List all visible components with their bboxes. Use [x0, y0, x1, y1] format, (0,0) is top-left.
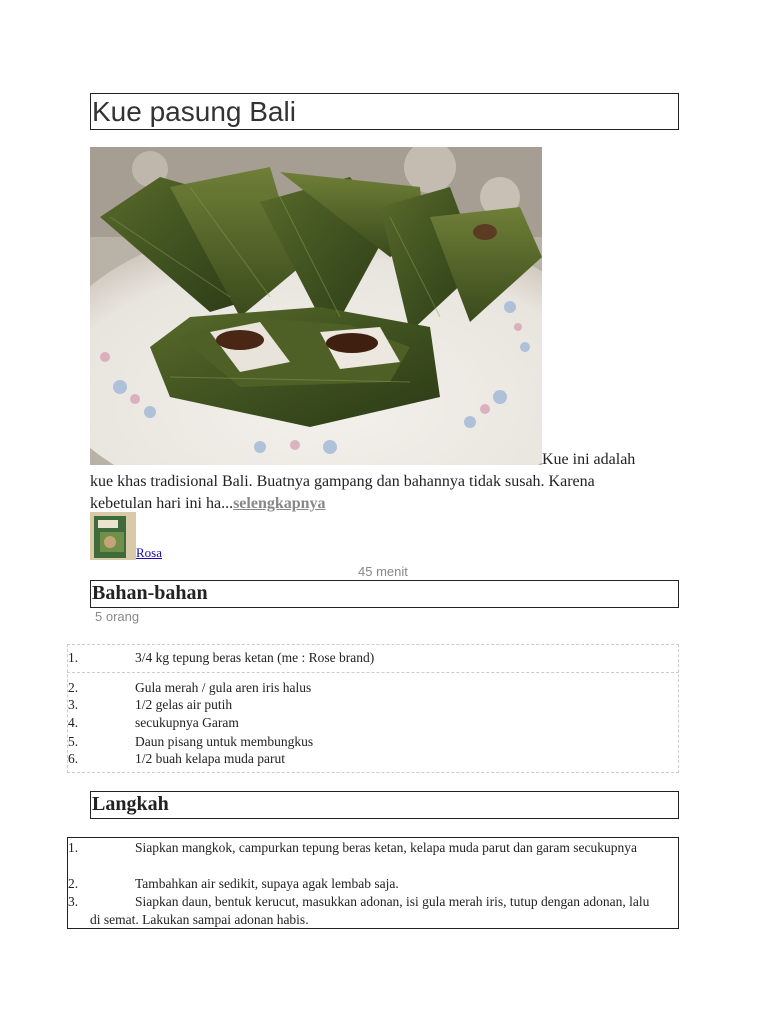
intro-text-line1: kue khas tradisional Bali. Buatnya gampang dan bahannya tidak susah. Karena — [90, 473, 595, 490]
author-avatar[interactable] — [90, 512, 136, 560]
ingredient-number: 4. — [68, 715, 79, 730]
steps-heading: Langkah — [90, 791, 679, 819]
avatar-image — [90, 512, 136, 560]
recipe-title: Kue pasung Bali — [90, 93, 679, 130]
intro-text-truncated: kebetulan hari ini ha... — [90, 495, 234, 512]
kue-pasung-image — [90, 147, 542, 465]
ingredient-text: 3/4 kg tepung beras ketan (me : Rose brand) — [135, 650, 375, 665]
recipe-photo — [90, 147, 542, 465]
ingredient-number: 5. — [68, 734, 79, 749]
ingredients-heading: Bahan-bahan — [90, 580, 679, 608]
ingredient-text: Gula merah / gula aren iris halus — [135, 680, 312, 695]
cook-time: 45 menit — [358, 564, 408, 579]
ingredient-text: 1/2 gelas air putih — [135, 697, 233, 712]
steps-list — [67, 837, 679, 929]
ingredient-text: 1/2 buah kelapa muda parut — [135, 751, 285, 766]
step-number: 3. — [68, 894, 79, 909]
ingredient-text: secukupnya Garam — [135, 715, 239, 730]
step-text: Siapkan daun, bentuk kerucut, masukkan adonan, isi gula merah iris, tutup dengan adonan, lalu di semat. Lakukan sampai adonan habis. — [90, 894, 650, 927]
ingredient-number: 2. — [68, 680, 79, 695]
servings: 5 orang — [95, 609, 140, 624]
intro-text-start: Kue ini adalah — [542, 451, 636, 468]
ingredients-divider — [67, 672, 679, 673]
author-link[interactable]: Rosa — [136, 545, 162, 560]
read-more-link[interactable]: selengkapnya — [233, 495, 326, 512]
ingredient-number: 1. — [68, 650, 79, 665]
step-text: Tambahkan air sedikit, supaya agak lembab saja. — [135, 876, 399, 891]
ingredient-number: 3. — [68, 697, 79, 712]
step-text: Siapkan mangkok, campurkan tepung beras ketan, kelapa muda parut dan garam secukupnya — [135, 840, 637, 855]
step-number: 2. — [68, 876, 79, 891]
ingredient-text: Daun pisang untuk membungkus — [135, 734, 314, 749]
ingredient-number: 6. — [68, 751, 79, 766]
step-number: 1. — [68, 840, 79, 855]
